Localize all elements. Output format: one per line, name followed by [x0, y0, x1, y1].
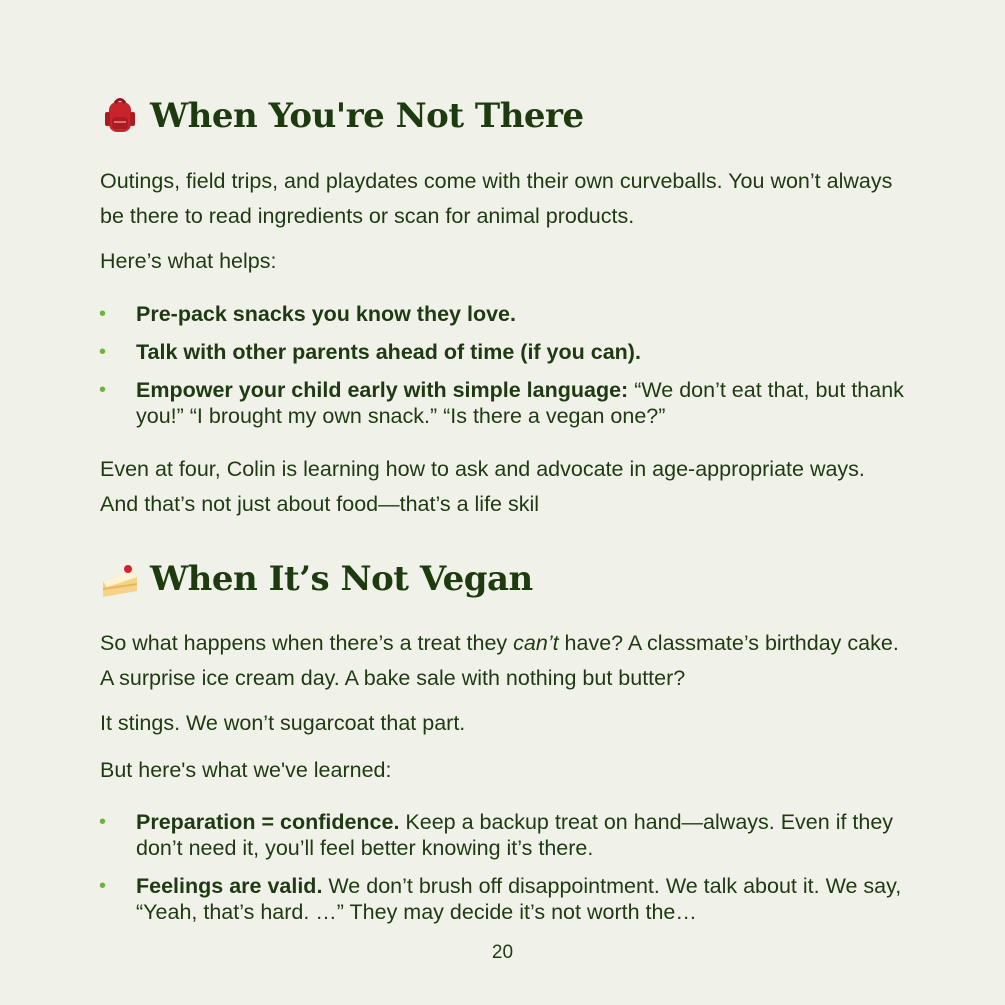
- cake-icon: [100, 559, 140, 599]
- paragraph-intro: Outings, field trips, and playdates come with their own curveballs. You won’t always be there to read ingredients or scan for animal products.: [100, 169, 893, 228]
- learned-list: [100, 809, 910, 937]
- section-heading-not-vegan: [100, 559, 533, 599]
- backpack-icon: [100, 96, 140, 136]
- list-item: • Feelings are valid. We don’t brush off disappointment. We talk about it. We say, “Yeah, that’s hard. …” They may decide it’s not worth the…: [100, 873, 910, 925]
- list-item: • Empower your child early with simple language: “We don’t eat that, but thank you!” “I brought my own snack.” “Is there a vegan one?”: [100, 377, 910, 429]
- list-item: • Talk with other parents ahead of time (if you can).: [100, 339, 910, 365]
- section-title: When It’s Not Vegan: [150, 559, 533, 599]
- paragraph-learned: But here's what we've learned:: [100, 758, 392, 782]
- paragraph-stings: It stings. We won’t sugarcoat that part.: [100, 711, 466, 735]
- list-item: • Pre-pack snacks you know they love.: [100, 301, 910, 327]
- page-number: 20: [491, 942, 514, 963]
- page-content: [100, 0, 920, 924]
- section-title: When You're Not There: [150, 96, 584, 136]
- tips-list: [100, 301, 910, 441]
- section-heading-not-there: [100, 96, 584, 136]
- paragraph-treat: So what happens when there’s a treat they can’t have? A classmate’s birthday cake. A surprise ice cream day. A bake sale with nothing but butter?: [100, 631, 899, 690]
- list-item: • Preparation = confidence. Keep a backup treat on hand—always. Even if they don’t need it, you’ll feel better knowing it’s there.: [100, 809, 910, 861]
- paragraph-closing: Even at four, Colin is learning how to ask and advocate in age-appropriate ways. And that’s not just about food—that’s a life skil: [100, 457, 865, 516]
- paragraph-lead: Here’s what helps:: [100, 249, 277, 273]
